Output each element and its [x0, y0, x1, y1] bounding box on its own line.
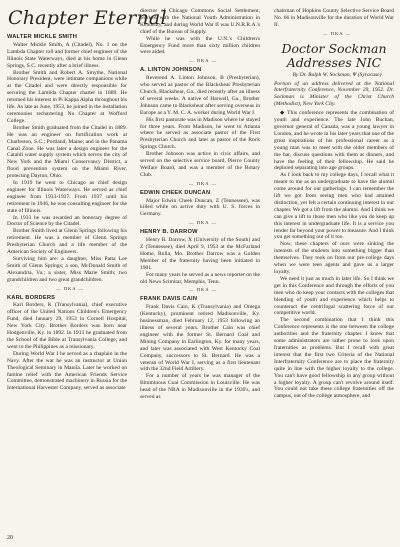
paragraph: Karl Borders, K (Transylvania), chief executive officer of the United Nations Children's Emergency Fund, died January 29, 1953 in Cornell Hospital, New York City. Brother Borders was born near Hodgenville, Ky. in 1892. In 1913 he graduated from the School of the Bible at Transylvania College, and went to the Philippines as a missionary.	[7, 302, 127, 350]
paragraph: Brother Smith graduated from the Citadel in 1889. He was an engineer on fortification work at Charleston, S.C.; Portland, Maine; and in the Panama Canal Zone. He was later a design engineer for the Cataldi water supply system which serves the city of New York and the Miami Conservancy District, a flood prevention system on the Miami River, protecting Dayton, Ohio.	[7, 124, 127, 180]
paragraph-continued: director of Chicago Commons Social Settlement, worked with the National Youth Administration in Kentucky, and during World War II was U.N.R.R.A.'s chief of the Bureau of Supply.	[140, 8, 260, 35]
obituary-heading: WALTER MICKLE SMITH	[7, 34, 78, 40]
paragraph-continued: chairman of Hopkins County Selective Service Board No. 66 in Madisonville for the duration of World War II.	[274, 8, 394, 28]
paragraph: While he was with the U.N.'s Children's Emergency Fund more than sixty million children were aided.	[140, 35, 260, 56]
paragraph: Now, these chapters of ours were sinking the interests of the students into something bigger than themselves. They took on from our pre-college days when we were teen agents and gave us a larger loyalty.	[274, 241, 394, 275]
paragraph: For many years he served as a news reporter on the old News Scimitar, Memphis, Tenn.	[140, 271, 260, 285]
paragraph: Reverend A. Linton Johnson, B (Presbyterian), who served as pastor of the Blackshear Presbyterian Church, Blackshear, Ga., died recently after an illness of several weeks. A native of Harwell, Ga., Brother Johnson came to Blackshear after serving overseas in Europe as a Y. M. C. A. worker during World War I.	[140, 75, 260, 116]
paragraph: As I look back to my college days, I recall what it meant to me as an undergraduate to have the alumni come around for our gatherings. I can remember the lift we got from seeing men who had attained distinction, yet felt a certain continuing interest in our chapter. We got a lift from the alumni. And I think we can give a lift to those men who like you do keep up this interest in undergraduate life. It is a service you render far beyond your power to measure. And I think you get something out of it too.	[274, 172, 394, 241]
article-title: Doctor Sockman Addresses NIC	[281, 40, 387, 70]
paragraph: ◆ This conference represents the combination of youth and experience. The late John Buchan, governor general of Canada, was a young lawyer in London, and he wrote in his later years that one of the great inspirations of his professional career as a young man was to meet with the older members of the bar, discuss questions with them at dinners, and have the feeling of their fellowship. He said he deplored separating into age groups.	[274, 110, 394, 172]
paragraph: Walter Mickle Smith, A (Citadel), No. 1 on the Lambda Chapter roll and former chief engineer of the Illinois State Waterways, died at his home in Glenn Springs, S.C. recently after a brief illness.	[7, 41, 127, 69]
column-right	[274, 8, 394, 400]
paragraph: Henry B. Darrow, X (University of the South) and Z (Tennessee), died April 9, 1953 at the McFarland Home, Rolla, Mo. Brother Darrow was a Golden Member of the fraternity having been initiated in 1901.	[140, 237, 260, 271]
page-title: Chapter Eternal	[8, 7, 167, 29]
paragraph: Brother Smith lived at Glenn Springs following his retirement. He was a member of Glenn Springs Presbyterian Church and a life member of the American Society of Engineers.	[7, 228, 127, 256]
page-number: 20	[7, 535, 13, 541]
section-separator: — ΠΚΑ —	[188, 220, 218, 226]
paragraph: In 1919 he went to Chicago as chief design engineer for Illinois Waterways. He served as chief engineer from 1933-1937. From 1937 until his retirement in 1946, he was consulting engineer for the state of Illinois.	[7, 180, 127, 214]
paragraph: We need it just as much in later life. So I think we get in this Conference and through the efforts of you men who do keep your contacts with the colleges that blending of youth and experience which helps to counteract the centrifugal scattering force of our competitive world.	[274, 275, 394, 317]
article-intro: Portion of an address delivered at the National Interfraternity Conference, November 29, 1952. Dr. Sockman is Minister of the Christ Church (Methodist), New York City.	[274, 80, 394, 108]
obituary-heading: FRANK DAVIS CAIN	[140, 296, 198, 303]
paragraph: For a number of years he was manager of the Bituminous Coal Commission in Louisville. He was head of the NRA in Madisonville in the 1930's, and served as	[140, 373, 260, 401]
paragraph: Frank Davis Cain, K (Transylvania) and Omega (Kentucky), prominent retired Madisonville, Ky. businessman, died February 12, 1953 following an illness of several years. Brother Cain was chief engineer with the former St. Bernard Coal and Mining Company in Earlington, Ky. for many years, and later was associated with West Kentucky Coal Company, successors to St. Bernard. He was a veteran of World War I, serving as a first lieutenant with the 32nd Field Artillery.	[140, 304, 260, 373]
section-separator: — ΠΚΑ —	[188, 287, 218, 293]
paragraph: Brother Johnson was active in civic affairs, and served on the selective service board, Pierce County Welfare Board, and was a member of the Rotary Club.	[140, 151, 260, 178]
obituary-heading: EDWIN CHEEK DUNCAN	[140, 189, 211, 196]
column-left	[7, 32, 127, 392]
paragraph: The second combination that I think this Conference represents is the one between the college authorities and the fraternity chapter. I know that some administrators are rather prone to look upon fraternities as problems. But I recall with great interest that the first two Criteria of the National Interfraternity Conference are to place the fraternity quite in line with the higher loyalty to the college. You can't have good fellowship in any group without a higher loyalty. A group can't revolve around itself. You could not take these college fraternities off the campus, out of the college atmosphere, and	[274, 317, 394, 400]
obituary-heading: KARL BORDERS	[7, 294, 56, 301]
article-byline: By Dr. Ralph W. Sockman, Ψ (Syracuse)	[292, 71, 382, 78]
section-separator: — ΠΚΑ —	[55, 285, 85, 291]
paragraph: His first pastorate was in Madison where he stayed for three years. From Madison, he went to Atlanta where he served as associate pastor of the First Presbyterian Church and later as pastor of the Rock Springs Church.	[140, 116, 260, 151]
paragraph: Major Edwin Cheek Duncan, Z (Tennessee), was killed while on active duty with U. S. forces in Germany.	[140, 197, 260, 218]
section-separator: — ΠΚΑ —	[188, 180, 218, 186]
column-middle	[140, 8, 260, 401]
section-separator: — ΠΚΑ —	[322, 30, 352, 36]
section-separator: — ΠΚΑ —	[188, 58, 218, 64]
paragraph: Brother Smith and Robert A. Smythe, National Honorary President, were intimate companions while at the Citadel and were directly responsible for securing the Lambda Chapter charter in 1889. He returned his interest in Pi Kappa Alpha throughout his life. As late as June, 1953, he joined in the installation ceremonies rechartering Nu Chapter at Wofford College.	[7, 69, 128, 124]
obituary-heading: HENRY B. DARROW	[140, 229, 198, 236]
obituary-heading: A. LINTON JOHNSON	[140, 67, 202, 74]
paragraph: In 1933 he was awarded an honorary degree of Doctor of Science by the Citadel.	[7, 214, 127, 228]
paragraph: Surviving him are: a daughter, Miss Patta Lee Smith of Glenn Springs; a son, McDonald Smith of Alexandria, Va.; a sister, Miss Marie Smith; two grandchildren and two great grandchildren.	[7, 256, 127, 283]
paragraph: During World War I he served as a chaplain in the Navy. After the war he was an instructor at Union Theological Seminary in Manila. Later he worked on famine relief with the American Friends Service Committee, demonstrated machinery in Russia for the International Harvester Company, served as associate	[7, 350, 128, 392]
